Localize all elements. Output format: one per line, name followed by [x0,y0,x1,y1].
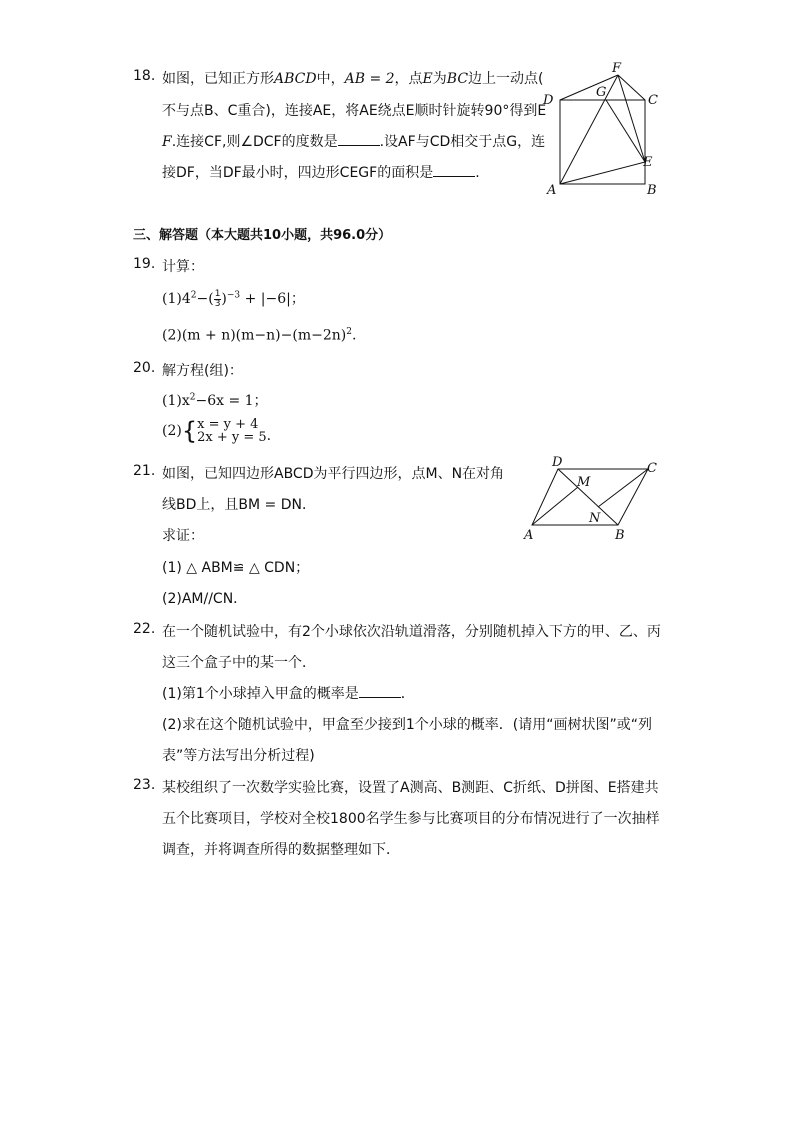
question-title: 解方程(组)： [162,363,243,379]
point-label-d: D [543,93,554,108]
question-text-line: 如图，已知正方形ABCD中，AB = 2，点E为BC边上一动点( [162,71,544,87]
answer-blank [433,164,475,177]
question-text-line: F.连接CF,则∠DCF的度数是 .设AF与CD相交于点G，连 [162,134,546,150]
answer-blank [359,685,401,698]
point-label-c: C [648,93,658,108]
question-text-line: 线BD上，且BM = DN． [162,497,316,513]
sub-question-1: $(1)x^2-6x = 1$； [162,392,268,409]
question-number: 18. [133,68,156,84]
question-number: 22. [133,621,156,637]
sub-question-2: $(2)(m + n)(m-n)-(m-2n)^2$. [162,327,357,344]
point-label-e: E [643,155,653,170]
section-heading: 三、解答题（本大题共10小题，共96.0分） [133,228,392,243]
point-label-g: G [596,85,607,100]
point-label-b: B [647,183,657,198]
sub-question-1: (1)第1个小球掉入甲盒的概率是 ． [162,686,415,702]
sub-question-2: (2){ x = y + 4 2x + y = 5 . [162,416,272,445]
segment-af [560,75,618,184]
question-number: 21. [133,463,156,479]
question-text-line: 调查，并将调查所得的数据整理如下． [162,842,400,858]
point-label-n: N [589,511,601,526]
parallelogram-figure [518,455,663,545]
question-text-line: 在一个随机试验中，有2个小球依次沿轨道滑落，分别随机掉入下方的甲、乙、丙 [162,624,661,640]
question-text-line: 这三个盒子中的某一个． [162,655,316,671]
point-label-b: B [615,528,625,543]
segment-am [532,487,578,525]
answer-blank [338,133,380,146]
question-text-line: 如图，已知四边形ABCD为平行四边形，点M、N在对角 [162,466,505,482]
sub-question-1: (1) △ ABM≌ △ CDN； [162,560,310,576]
question-text-line: 求证： [162,528,204,544]
question-number: 19. [133,256,156,272]
segment-ae [560,162,645,184]
question-title: 计算： [162,259,204,275]
point-label-a: A [524,528,534,543]
point-label-c: C [647,461,657,476]
sub-question-1: $(1)4^2-$( $\frac{1}{3}$ )$^{-3}$ + |−6|； [162,288,305,309]
segment-ge [606,100,645,162]
sub-question-2: (2)求在这个随机试验中，甲盒至少接到1个小球的概率．(请用“画树状图”或“列 [162,717,652,733]
equation-system: x = y + 4 2x + y = 5 [197,417,267,445]
square-figure [540,58,665,200]
question-text-line: 不与点B、C重合)，连接AE，将AE绕点E顺时针旋转90°得到E [162,103,547,119]
question-number: 23. [133,777,156,793]
question-text-line: 表”等方法写出分析过程) [162,748,315,764]
question-text-line: 某校组织了一次数学实验比赛，设置了A测高、B测距、C折纸、D拼图、E搭建共 [162,780,659,796]
point-label-f: F [612,61,622,76]
point-label-a: A [547,183,557,198]
sub-question-2: (2)AM//CN． [162,591,248,607]
point-label-d: D [552,455,563,470]
fraction: $\frac{1}{3}$ [214,288,221,309]
point-label-m: M [577,475,591,490]
question-number: 20. [133,360,156,376]
segment-cn [598,469,648,507]
question-text-line: 五个比赛项目，学校对全校1800名学生参与比赛项目的分布情况进行了一次抽样 [162,811,660,827]
question-text-line: 接DF，当DF最小时，四边形CEGF的面积是 . [162,165,480,181]
brace-icon: { [181,416,198,445]
segment-df [560,75,618,100]
